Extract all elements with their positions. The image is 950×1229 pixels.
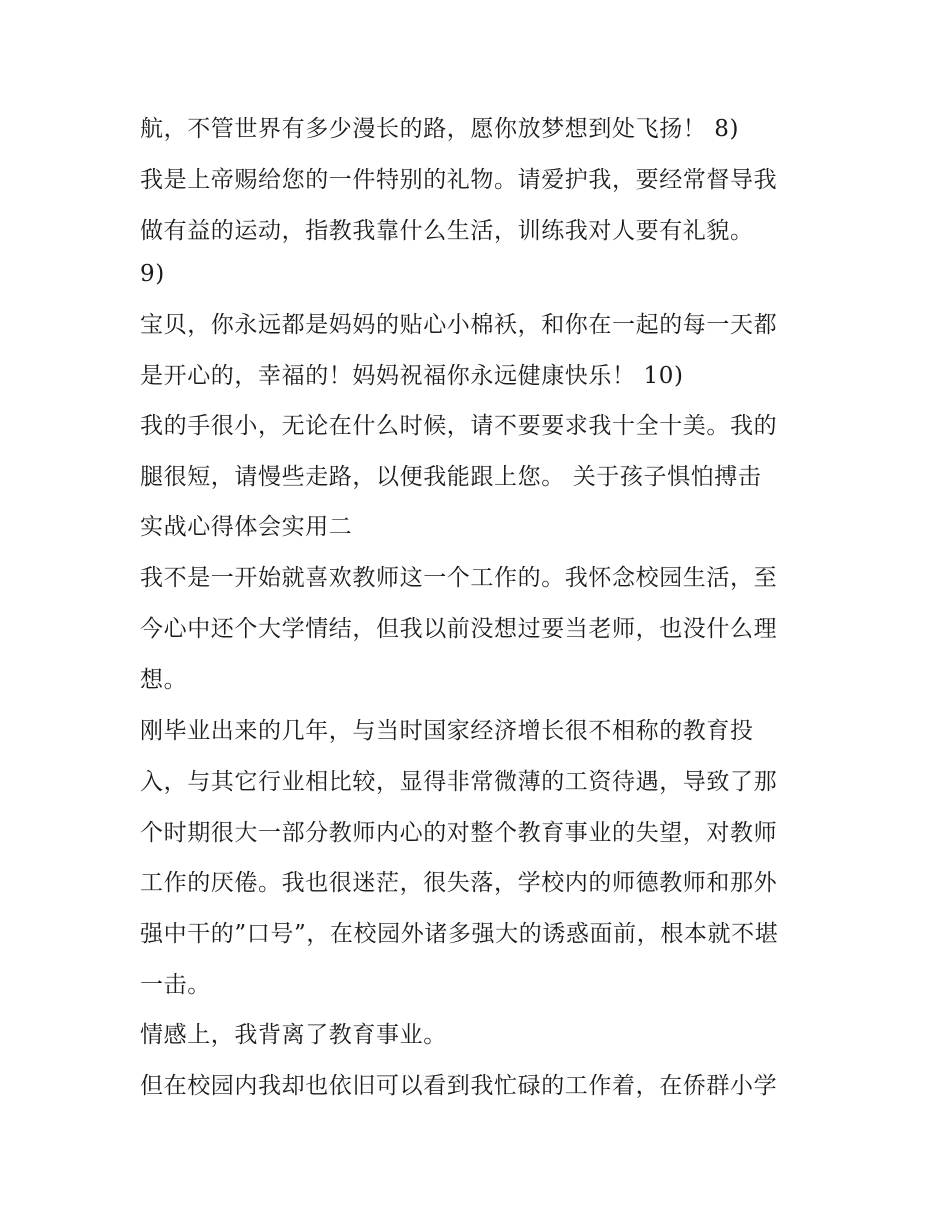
text-line: 入，与其它行业相比较，显得非常微薄的工资待遇，导致了那	[140, 769, 778, 795]
text-line: 航，不管世界有多少漫长的路，愿你放梦想到处飞扬！ 8)	[140, 116, 740, 142]
text-line: 一击。	[140, 972, 211, 998]
text-line: 想。	[140, 667, 188, 693]
text-line: 工作的厌倦。我也很迷茫，很失落，学校内的师德教师和那外	[140, 870, 778, 896]
text-line: 宝贝，你永远都是妈妈的贴心小棉袄，和你在一起的每一天都	[140, 312, 778, 338]
text-line: 情感上，我背离了教育事业。	[140, 1022, 447, 1048]
text-line: 9)	[140, 261, 165, 287]
text-line: 个时期很大一部分教师内心的对整个教育事业的失望，对教师	[140, 820, 778, 846]
text-line: 我的手很小，无论在什么时候，请不要要求我十全十美。我的	[140, 413, 778, 439]
text-line: 刚毕业出来的几年，与当时国家经济增长很不相称的教育投	[140, 718, 754, 744]
text-line: 是开心的，幸福的！妈妈祝福你永远健康快乐！ 10)	[140, 363, 684, 389]
text-line: 我不是一开始就喜欢教师这一个工作的。我怀念校园生活，至	[140, 565, 778, 591]
text-line: 做有益的运动，指教我靠什么生活，训练我对人要有礼貌。	[140, 218, 754, 244]
text-line: 但在校园内我却也依旧可以看到我忙碌的工作着，在侨群小学	[140, 1073, 778, 1099]
text-line: 今心中还个大学情结，但我以前没想过要当老师，也没什么理	[140, 616, 778, 642]
text-line: 腿很短，请慢些走路，以便我能跟上您。 关于孩子惧怕搏击	[140, 464, 762, 490]
text-line: 实战心得体会实用二	[140, 514, 353, 540]
text-line: 强中干的”口号”，在校园外诸多强大的诱惑面前，根本就不堪	[140, 921, 779, 947]
text-line: 我是上帝赐给您的一件特别的礼物。请爱护我，要经常督导我	[140, 167, 778, 193]
